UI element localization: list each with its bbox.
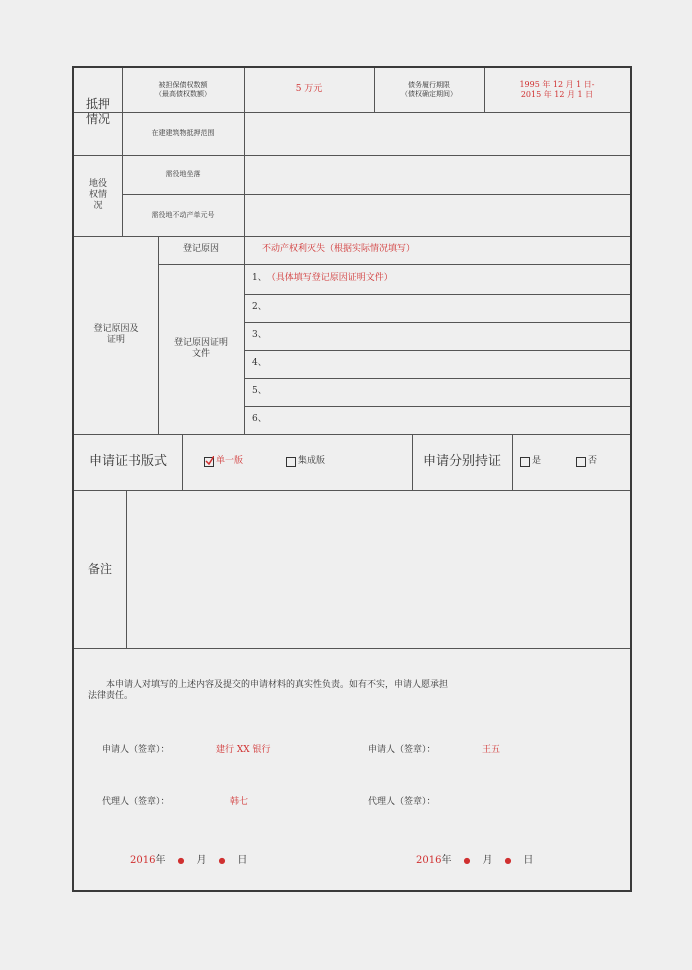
- agent-right-label: 代理人（签章）：: [368, 797, 436, 808]
- doc-number: 2、: [252, 302, 267, 313]
- servient-unit-number-label: 需役地不动产单元号: [151, 210, 215, 219]
- day-char: 日: [237, 854, 248, 866]
- option-combined-version[interactable]: [286, 434, 386, 490]
- day-char: 日: [523, 854, 534, 866]
- month-char: 月: [196, 854, 207, 866]
- applicant-right-label: 申请人（签章）：: [368, 745, 436, 756]
- doc-number: 1、: [252, 273, 267, 284]
- col-divider: [244, 155, 245, 236]
- supporting-doc-line: [252, 294, 622, 322]
- agent-left-label: 代理人（签章）：: [102, 797, 170, 808]
- supporting-doc-line: [252, 406, 622, 434]
- col-divider: [512, 434, 513, 490]
- row-divider: [74, 648, 630, 649]
- remarks-label: 备注: [87, 561, 112, 576]
- checkbox-icon: [520, 457, 530, 467]
- debt-term-label: 债务履行期限 （债权确定期间）: [401, 81, 457, 98]
- applicant-right-seal: 王五: [482, 745, 501, 756]
- date-left: [130, 852, 300, 870]
- debt-term-value: 1995 年 12 月 1 日- 2015 年 12 月 1 日: [519, 80, 595, 99]
- registration-reason-value: 不动产权利灭失（根据实际情况填写）: [262, 244, 416, 255]
- secured-amount-value: 5 万元: [295, 84, 323, 95]
- separate-certificate-label: 申请分别持证: [422, 453, 501, 469]
- option-no[interactable]: [576, 434, 616, 490]
- supporting-docs-label: 登记原因证明 文件: [173, 337, 228, 359]
- supporting-doc-line: [252, 264, 622, 294]
- applicant-left-label: 申请人（签章）：: [102, 745, 170, 756]
- doc-number: 5、: [252, 386, 267, 397]
- construction-scope-label: 在建建筑物抵押范围: [151, 129, 215, 138]
- day-dot: ●: [218, 856, 226, 865]
- date-right: [416, 852, 596, 870]
- date-right-year: 2016: [416, 854, 442, 866]
- declaration-text: 本申请人对填写的上述内容及提交的申请材料的真实性负责。如有不实，申请人愿承担 法律责任。: [88, 680, 449, 702]
- day-dot: ●: [504, 856, 512, 865]
- registration-section-label: 登记原因及 证明: [93, 323, 139, 345]
- doc-number: 3、: [252, 330, 267, 341]
- col-divider: [182, 434, 183, 490]
- option-no-label: 否: [588, 456, 598, 467]
- applicant-left-seal: 建行 XX 银行: [216, 745, 271, 756]
- month-char: 月: [482, 854, 493, 866]
- month-dot: ●: [177, 856, 185, 865]
- mortgage-section-label: 抵押 情况: [85, 96, 110, 126]
- secured-amount-label: 被担保债权数额 （最高债权数额）: [155, 81, 211, 98]
- supporting-doc-line: [252, 378, 622, 406]
- month-dot: ●: [463, 856, 471, 865]
- agent-left-seal: 韩七: [230, 797, 249, 808]
- doc-number: 6、: [252, 414, 267, 425]
- checkbox-icon: [576, 457, 586, 467]
- option-yes[interactable]: [520, 434, 560, 490]
- supporting-doc-line: [252, 350, 622, 378]
- easement-section-label: 地役 权情 况: [88, 178, 107, 212]
- year-char: 年: [155, 854, 166, 866]
- checkbox-icon: [286, 457, 296, 467]
- doc-number: 4、: [252, 358, 267, 369]
- registration-reason-label: 登记原因: [182, 244, 219, 255]
- certificate-format-label: 申请证书版式: [88, 453, 167, 469]
- row-divider: [74, 490, 630, 491]
- checked-box-icon: [204, 457, 214, 467]
- option-yes-label: 是: [532, 456, 542, 467]
- year-char: 年: [441, 854, 452, 866]
- doc-text: （具体填写登记原因证明文件）: [266, 273, 393, 284]
- option-combined-label: 集成版: [298, 456, 326, 467]
- option-single-label: 单一版: [216, 456, 244, 467]
- col-divider: [126, 490, 127, 648]
- supporting-doc-line: [252, 322, 622, 350]
- servient-land-location-label: 需役地坐落: [165, 170, 201, 179]
- date-left-year: 2016: [130, 854, 156, 866]
- application-form-table: [72, 66, 632, 892]
- col-divider: [244, 236, 245, 434]
